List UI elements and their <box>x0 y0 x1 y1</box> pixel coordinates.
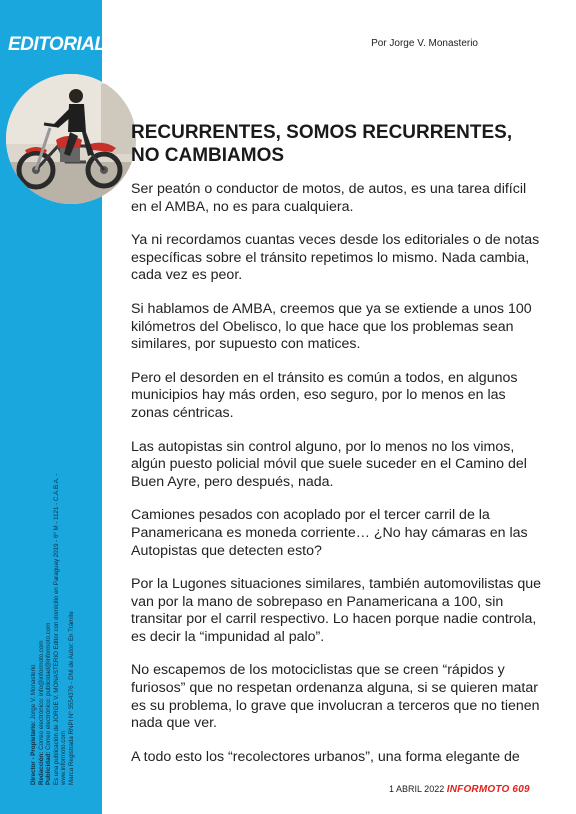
credits-address: Es una publicación de JORGE V. MONASTERIO Editor con domicilio en Paraguay 2019 - 6º M - 1121 - C.A.B.A. - <box>52 473 60 785</box>
article-paragraph: Camiones pesados con acoplado por el tercer carril de la Panamericana es moneda corriente… ¿No hay cámaras en las Autopistas que detecten esto? <box>131 507 528 559</box>
article-paragraph: Por la Lugones situaciones similares, también automovilistas que van por la mano de sobrepaso en Panamericana a 100, sin transitar por el carril respectivo. Lo hacen porque nadie controla, es decir la “impunidad al palo”. <box>131 576 542 645</box>
article-body <box>131 181 543 782</box>
article-paragraph: Pero el desorden en el tránsito es común a todos, en algunos municipios hay más orden, eso seguro, por lo menos en las zonas céntricas. <box>131 369 518 421</box>
credits-redaccion-value: Correo electrónico: info@informoto.com <box>37 640 45 750</box>
credits-director-label: Director - Propietario: <box>30 721 37 785</box>
credits-director-name: Jorge V. Monasterio <box>30 664 37 720</box>
credits-publicidad-label: Publicidad: <box>45 751 53 785</box>
page-footer <box>389 784 530 795</box>
article-paragraph: Si hablamos de AMBA, creemos que ya se extiende a unos 100 kilómetros del Obelisco, lo que hace que los problemas sean similares, por supuesto con matices. <box>131 300 532 353</box>
section-label: EDITORIAL <box>8 34 106 55</box>
credits-line <box>30 365 38 785</box>
article-paragraph: No escapemos de los motociclistas que se creen “rápidos y furiosos” que no respetan ordenanza alguna, si se quieren matar es su problema, lo grave que involucran a terceros que no tienen nada que ver. <box>131 662 540 732</box>
headline-line: RECURRENTES, SOMOS RECURRENTES, <box>131 122 513 143</box>
headline <box>131 121 551 167</box>
author-photo <box>6 74 136 204</box>
article-paragraph: Ya ni recordamos cuantas veces desde los editoriales o de notas específicas sobre el tránsito repetimos lo mismo. Nada cambia, cada vez es peor. <box>131 232 540 284</box>
issue-date: 1 ABRIL 2022 <box>389 784 445 794</box>
article-paragraph: A todo esto los “recolectores urbanos”, una forma elegante de <box>131 748 520 765</box>
credits-publicidad-value: Correo electrónico: publicidad@informoto.com <box>45 622 53 750</box>
credits-block <box>30 365 76 785</box>
publication-brand: INFORMOTO 609 <box>446 784 530 795</box>
motorcycle-rider-image <box>6 74 136 204</box>
credits-trademark: Marca Registrada RNPI Nº 3554376 - DNI de Autor: En Trámite <box>67 611 75 785</box>
credits-line <box>38 365 46 785</box>
byline: Por Jorge V. Monasterio <box>371 38 478 49</box>
credits-website: www.informoto.com <box>60 731 68 785</box>
credits-line <box>45 365 53 785</box>
headline-line: NO CAMBIAMOS <box>131 145 285 166</box>
article-paragraph: Ser peatón o conductor de motos, de autos, es una tarea difícil en el AMBA, no es para cualquiera. <box>131 181 527 215</box>
article-paragraph: Las autopistas sin control alguno, por lo menos no los vimos, algún puesto policial móvil que suele suceder en el Camino del Buen Ayre, pero después, nada. <box>131 438 527 490</box>
credits-redaccion-label: Redacción: <box>37 751 45 785</box>
